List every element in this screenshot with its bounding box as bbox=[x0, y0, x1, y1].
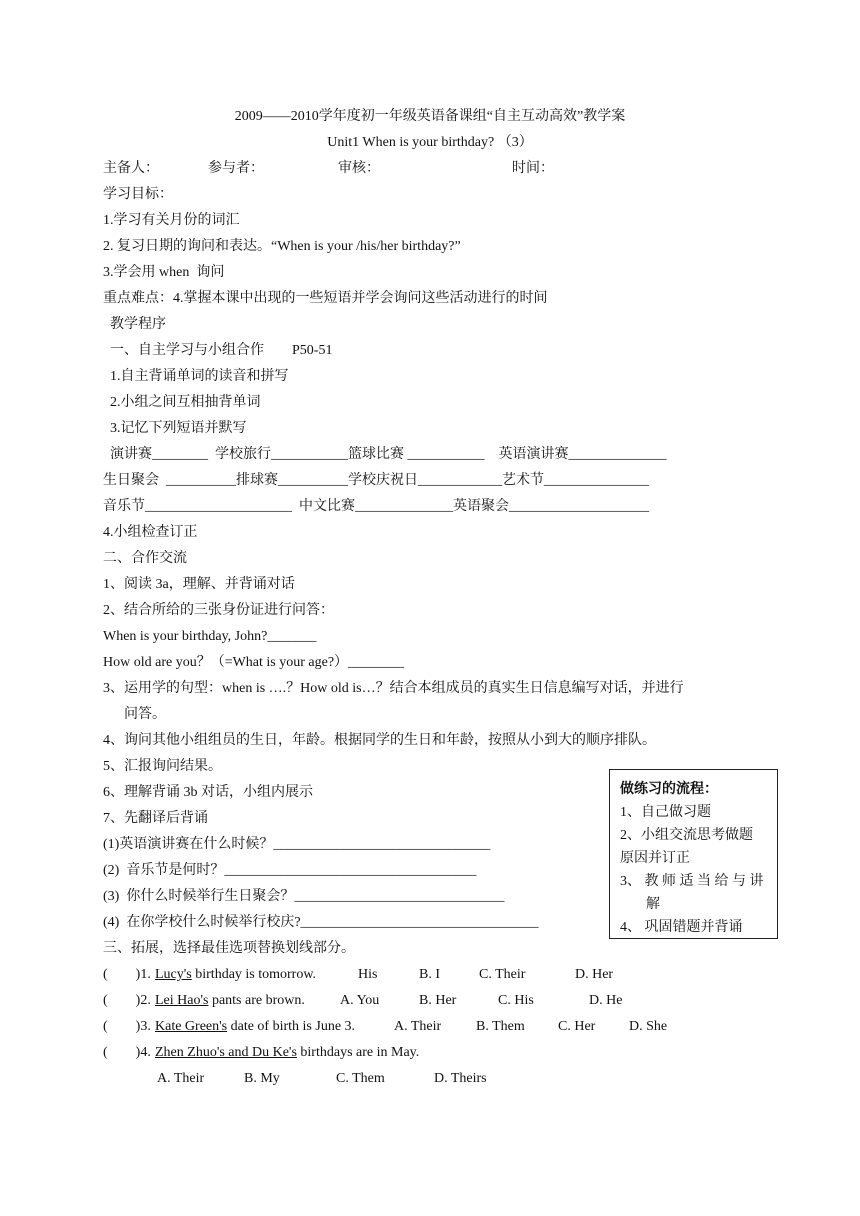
meta-preparer: 主备人： bbox=[103, 161, 159, 176]
goal-2: 2. 复习日期的询问和表达。“When is your /his/her birthday?” bbox=[103, 239, 461, 254]
section-2-item-1: 1、阅读 3a，理解、并背诵对话 bbox=[103, 577, 295, 592]
phrase-line-3: 音乐节_____________________ 中文比赛______________英语聚会____________________ bbox=[103, 499, 649, 514]
translate-4: (4) 在你学校什么时候举行校庆?__________________________________ bbox=[103, 915, 539, 930]
section-2-item-3-cont: 问答。 bbox=[103, 707, 166, 722]
section-1-item-2: 2.小组之间互相抽背单词 bbox=[103, 395, 261, 410]
question-1: When is your birthday, John?_______ bbox=[103, 629, 317, 644]
doc-subtitle: Unit1 When is your birthday? （3） bbox=[327, 135, 533, 150]
practice-flow-step: 2、小组交流思考做题 bbox=[620, 828, 753, 843]
mc-option[interactable]: C. Her bbox=[558, 1019, 596, 1034]
mc-option[interactable]: C. Them bbox=[336, 1071, 385, 1086]
practice-flow-step: 解 bbox=[646, 897, 660, 912]
mc-stem bbox=[155, 966, 316, 984]
section-2-item-4: 4、询问其他小组组员的生日，年龄。根据同学的生日和年龄，按照从小到大的顺序排队。 bbox=[103, 733, 656, 748]
mc-option[interactable]: D. Her bbox=[575, 967, 614, 982]
mc-option[interactable]: D. She bbox=[629, 1019, 668, 1034]
goal-1: 1.学习有关月份的词汇 bbox=[103, 213, 240, 228]
mc-option[interactable]: A. Their bbox=[394, 1019, 442, 1034]
practice-flow-step: 4、 巩固错题并背诵 bbox=[620, 920, 743, 935]
mc-option[interactable]: D. Theirs bbox=[434, 1071, 487, 1086]
procedure-heading: 教学程序 bbox=[103, 317, 166, 332]
translate-1: (1)英语演讲赛在什么时候？_______________________________ bbox=[103, 837, 491, 852]
mc-option[interactable]: B. My bbox=[244, 1071, 280, 1086]
practice-flow-step: 1、自己做习题 bbox=[620, 805, 711, 820]
mc-option[interactable]: A. Their bbox=[157, 1071, 205, 1086]
mc-option[interactable]: D. He bbox=[589, 993, 623, 1008]
phrase-line-1: 演讲赛________ 学校旅行___________篮球比赛 ___________ 英语演讲赛______________ bbox=[103, 447, 667, 462]
mc-option[interactable]: B. Her bbox=[419, 993, 457, 1008]
section-2-heading: 二、合作交流 bbox=[103, 551, 187, 566]
mc-stem bbox=[155, 1044, 419, 1062]
mc-underlined-subject: Lei Hao's bbox=[155, 993, 209, 1008]
section-2-item-3: 3、运用学的句型：when is ….？How old is…？结合本组成员的真实生日信息编写对话，并进行 bbox=[103, 681, 684, 696]
translate-2: (2) 音乐节是何时？____________________________________ bbox=[103, 863, 477, 878]
translate-3: (3) 你什么时候举行生日聚会？______________________________ bbox=[103, 889, 505, 904]
mc-paren: ( )3. bbox=[103, 1019, 151, 1034]
mc-underlined-subject: Zhen Zhuo's and Du Ke's bbox=[155, 1045, 297, 1060]
section-2-item-6: 6、理解背诵 3b 对话，小组内展示 bbox=[103, 785, 313, 800]
mc-option[interactable]: C. His bbox=[498, 993, 534, 1008]
mc-option[interactable]: B. I bbox=[419, 967, 440, 982]
section-1-heading: 一、自主学习与小组合作 P50-51 bbox=[103, 343, 333, 358]
mc-option[interactable]: His bbox=[358, 967, 378, 982]
practice-flow-step: 原因并订正 bbox=[620, 851, 690, 866]
mc-stem-rest: pants are brown. bbox=[208, 993, 305, 1008]
section-2-item-7: 7、先翻译后背诵 bbox=[103, 811, 208, 826]
meta-participants: 参与者： bbox=[208, 161, 264, 176]
mc-paren: ( )4. bbox=[103, 1045, 151, 1060]
section-2-item-5: 5、汇报询问结果。 bbox=[103, 759, 222, 774]
mc-paren: ( )1. bbox=[103, 967, 151, 982]
section-1-item-3: 3.记忆下列短语并默写 bbox=[103, 421, 247, 436]
mc-option[interactable]: C. Their bbox=[479, 967, 526, 982]
practice-flow-title: 做练习的流程： bbox=[620, 782, 718, 797]
mc-stem-rest: date of birth is June 3. bbox=[227, 1019, 356, 1034]
practice-flow-step: 3、 教 师 适 当 给 与 讲 bbox=[620, 874, 764, 889]
doc-title: 2009——2010学年度初一年级英语备课组“自主互动高效”教学案 bbox=[234, 109, 626, 124]
mc-stem-rest: birthdays are in May. bbox=[296, 1045, 420, 1060]
mc-underlined-subject: Kate Green's bbox=[155, 1019, 228, 1034]
mc-option[interactable]: B. Them bbox=[476, 1019, 525, 1034]
mc-stem bbox=[155, 992, 305, 1010]
practice-flow-box bbox=[609, 769, 778, 939]
mc-stem bbox=[155, 1018, 355, 1036]
mc-option[interactable]: A. You bbox=[340, 993, 380, 1008]
mc-underlined-subject: Lucy's bbox=[155, 967, 192, 982]
key-points: 重点难点：4.掌握本课中出现的一些短语并学会询问这些活动进行的时间 bbox=[103, 291, 548, 306]
question-2: How old are you？（=What is your age?）________ bbox=[103, 655, 405, 670]
section-3-heading: 三、拓展，选择最佳选项替换划线部分。 bbox=[103, 941, 355, 956]
section-1-item-1: 1.自主背诵单词的读音和拼写 bbox=[103, 369, 289, 384]
meta-time: 时间： bbox=[512, 161, 554, 176]
meta-reviewer: 审核： bbox=[338, 161, 380, 176]
mc-paren: ( )2. bbox=[103, 993, 151, 1008]
section-2-item-2: 2、结合所给的三张身份证进行问答： bbox=[103, 603, 334, 618]
goals-heading: 学习目标： bbox=[103, 187, 173, 202]
phrase-line-2: 生日聚会 __________排球赛__________学校庆祝日____________艺术节_______________ bbox=[103, 473, 649, 488]
goal-3: 3.学会用 when 询问 bbox=[103, 265, 225, 280]
section-1-item-4: 4.小组检查订正 bbox=[103, 525, 198, 540]
mc-stem-rest: birthday is tomorrow. bbox=[191, 967, 317, 982]
